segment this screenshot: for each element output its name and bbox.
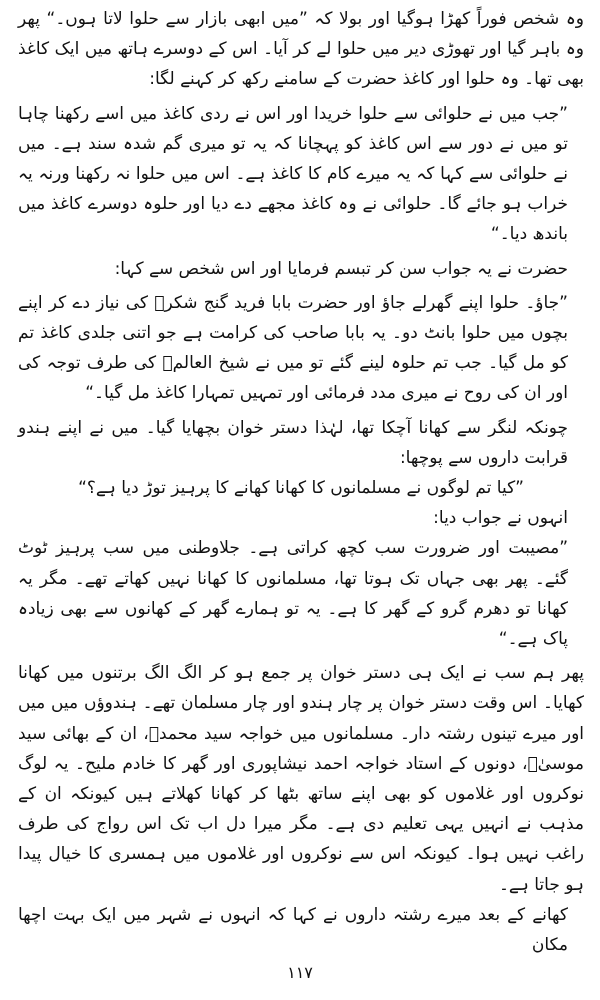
paragraph-8: ”مصیبت اور ضرورت سب کچھ کراتی ہے۔ جلاوطنی میں سب پرہیز ٹوٹ گئے۔ پھر بھی جہاں تک ہوتا تھا، مسلمانوں کا کھانا نہیں کھاتے تھے۔ مگر یہ کھانا تو دھرم گرو کے گھر کا ہے۔ یہ تو ہمارے گھر کے کھانوں سے بھی زیادہ پاک ہے۔“: [18, 538, 568, 650]
page-number: ۱۱۷: [287, 963, 313, 982]
paragraph-1: وہ شخص فوراً کھڑا ہوگیا اور بولا کہ ”میں ابھی بازار سے حلوا لاتا ہوں۔“ پھر وہ باہر گیا اور تھوڑی دیر میں حلوا لے کر آیا۔ اس کے دوسرے ہاتھ میں ایک کاغذ بھی تھا۔ وہ حلوا اور کاغذ حضرت کے سامنے رکھ کر کہنے لگا:: [18, 9, 584, 90]
paragraph-7: انہوں نے جواب دیا:: [433, 508, 568, 529]
paragraph-6: ”کیا تم لوگوں نے مسلمانوں کا کھانا کھانے کا پرہیز توڑ دیا ہے؟“: [78, 478, 524, 499]
paragraph-10: کھانے کے بعد میرے رشتہ داروں نے کہا کہ انہوں نے شہر میں ایک بہت اچھا مکان: [18, 904, 568, 956]
paragraph-2: ”جب میں نے حلوائی سے حلوا خریدا اور اس نے ردی کاغذ میں اسے رکھنا چاہا تو میں نے دور سے اس کاغذ کو پہچانا کہ یہ تو میری گم شدہ سند ہے۔ میں نے حلوائی سے کہا کہ یہ میرے کام کا کاغذ ہے۔ اس میں حلوا نہ رکھنا ورنہ یہ خراب ہو جائے گا۔ حلوائی نے وہ کاغذ مجھے دے دیا اور حلوہ دوسرے کاغذ میں باندھ دیا۔“: [18, 103, 568, 245]
paragraph-3: حضرت نے یہ جواب سن کر تبسم فرمایا اور اس شخص سے کہا:: [114, 258, 568, 279]
page-body: [18, 4, 584, 994]
paragraph-9: پھر ہم سب نے ایک ہی دستر خوان پر جمع ہو کر الگ الگ برتنوں میں کھانا کھایا۔ اس وقت دستر خوان پر چار ہندو اور چار مسلمان تھے۔ ہندوؤں میں میں اور میرے تینوں رشتہ دار۔ مسلمانوں میں خواجہ سید محمدؒ، ان کے بھائی سید موسیٰؒ، دونوں کے استاد خواجہ احمد نیشاپوری اور گھر کا خادم ملیح۔ یہ لوگ نوکروں اور غلاموں کو بھی اپنے ساتھ بٹھا کر کھانا کھلاتے ہیں کیونکہ ان کے مذہب نے انہیں یہی تعلیم دی ہے۔ مگر میرا دل اب تک اس رواج کی طرف راغب نہیں ہوا۔ کیونکہ اس سے نوکروں اور غلاموں میں ہمسری کا خیال پیدا ہو جاتا ہے۔: [18, 663, 584, 895]
paragraph-4: ”جاؤ۔ حلوا اپنے گھرلے جاؤ اور حضرت بابا فرید گنج شکرؒ کی نیاز دے کر اپنے بچوں میں حلوا بانٹ دو۔ یہ بابا صاحب کی کرامت ہے جو اتنی جلدی کاغذ تم کو مل گیا۔ جب تم حلوہ لینے گئے تو میں نے شیخ العالمؒ کی طرف توجہ کی اور ان کی روح نے میری مدد فرمائی اور تمہیں تمہارا کاغذ مل گیا۔“: [18, 292, 568, 404]
paragraph-5: چونکہ لنگر سے کھانا آچکا تھا، لہٰذا دستر خوان بچھایا گیا۔ میں نے اپنے ہندو قرابت داروں سے پوچھا:: [18, 417, 568, 468]
